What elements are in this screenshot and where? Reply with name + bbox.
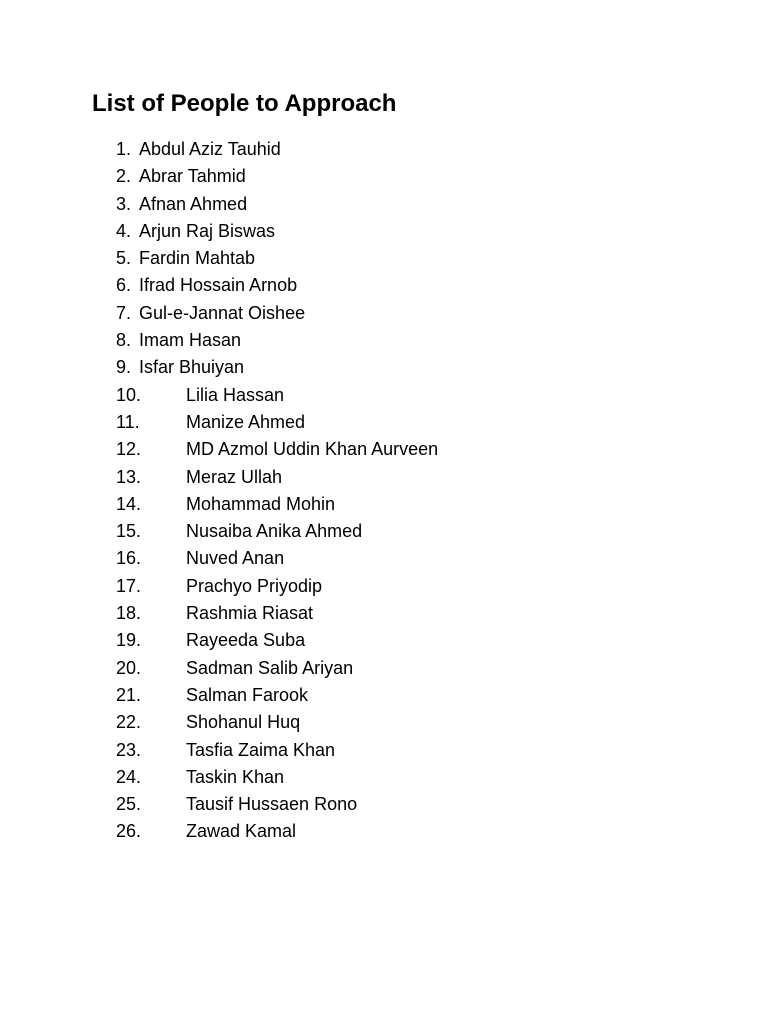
list-item [0,163,700,190]
list-item-number: 1. [116,139,132,159]
list-item-name: Meraz Ullah [186,466,283,487]
list-item [0,818,700,845]
list-item-name: Abrar Tahmid [139,166,246,187]
list-item-name: Zawad Kamal [186,821,297,842]
list-item-number: 17. [116,575,142,596]
list-item-name: Salman Farook [186,684,309,705]
list-item-number: 19. [116,630,142,651]
list-item [0,573,700,600]
list-item-number: 4. [116,220,132,241]
list-item-number: 18. [116,603,142,624]
list-item-number: 5. [116,248,132,269]
list-item [0,737,700,764]
list-item-name: Nusaiba Anika Ahmed [186,521,363,542]
list-item [0,491,700,518]
list-item-number: 21. [116,684,142,705]
list-item [0,191,700,218]
list-item-number: 12. [116,439,142,460]
list-item [0,518,700,545]
list-item [0,272,700,299]
list-item-number: 8. [116,330,132,351]
list-item [0,682,700,709]
list-item [0,382,700,409]
list-item-name: Gul-e-Jannat Oishee [139,302,306,323]
list-item [0,409,700,436]
list-item-number: 3. [116,193,132,214]
list-item-number: 26. [116,821,142,842]
list-item-name: Prachyo Priyodip [186,575,323,596]
list-item [0,791,700,818]
list-item-number: 6. [116,275,132,296]
list-item-number: 15. [116,521,142,542]
list-item [0,218,700,245]
list-item [0,436,700,463]
list-item [0,655,700,682]
list-item-name: Shohanul Huq [186,712,301,733]
list-item [0,764,700,791]
list-item-number: 20. [116,657,142,678]
list-item-number: 9. [116,357,132,378]
list-item-number: 2. [116,166,132,187]
list-item [0,354,700,381]
list-item-name: Rayeeda Suba [186,630,306,651]
list-item [0,709,700,736]
document-title: List of People to Approach [92,90,397,117]
list-item-number: 16. [116,548,142,569]
list-item-name: Manize Ahmed [186,411,306,432]
list-item [0,464,700,491]
list-item-name: MD Azmol Uddin Khan Aurveen [186,439,439,460]
list-item-name: Afnan Ahmed [139,193,248,214]
list-item-number: 22. [116,712,142,733]
list-item [0,600,700,627]
list-item [0,327,700,354]
list-item-number: 7. [116,302,132,323]
list-item-name: Tausif Hussaen Rono [186,794,358,815]
people-list [0,136,700,846]
list-item-name: Nuved Anan [186,548,285,569]
list-item-name: Fardin Mahtab [139,248,256,269]
list-item [0,627,700,654]
list-item-name: Abdul Aziz Tauhid [139,139,281,159]
list-item-name: Sadman Salib Ariyan [186,657,354,678]
list-item-name: Isfar Bhuiyan [139,357,245,378]
list-item-name: Lilia Hassan [186,384,285,405]
list-item [0,545,700,572]
list-item-name: Arjun Raj Biswas [139,220,276,241]
list-item-number: 13. [116,466,142,487]
list-item-name: Tasfia Zaima Khan [186,739,336,760]
list-item-number: 25. [116,794,142,815]
list-item [0,245,700,272]
list-item-name: Rashmia Riasat [186,603,314,624]
list-item [0,136,700,163]
list-item-name: Taskin Khan [186,766,285,787]
list-item-number: 24. [116,766,142,787]
list-item-name: Mohammad Mohin [186,493,336,514]
list-item-number: 14. [116,493,142,514]
list-item-number: 23. [116,739,142,760]
list-item [0,300,700,327]
list-item-name: Imam Hasan [139,330,242,351]
list-item-number: 11. [116,411,140,432]
list-item-name: Ifrad Hossain Arnob [139,275,298,296]
list-item-number: 10. [116,384,142,405]
